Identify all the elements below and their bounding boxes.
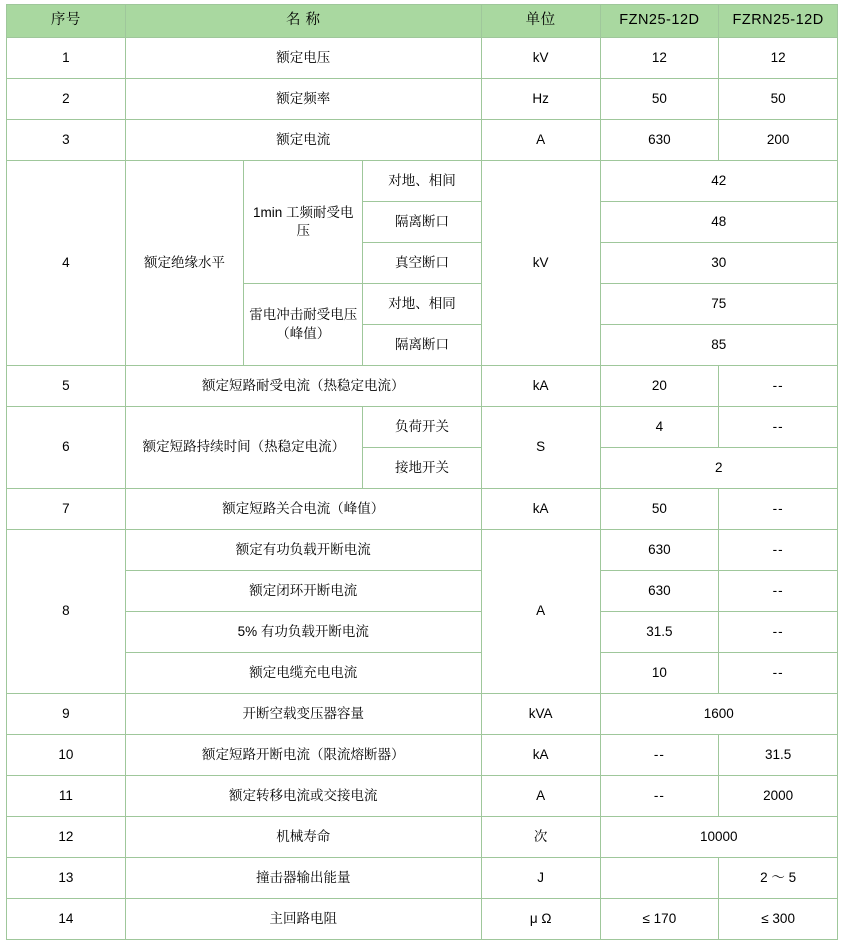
row-no: 1	[7, 38, 126, 79]
table-row-insulation-1	[7, 161, 838, 202]
row-unit: A	[481, 776, 600, 817]
row-no: 9	[7, 694, 126, 735]
row-no: 4	[7, 161, 126, 366]
row-name: 额定转移电流或交接电流	[125, 776, 481, 817]
table-row-breaking-4	[7, 653, 838, 694]
column-header-model-2: FZRN25-12D	[719, 5, 838, 38]
technical-parameters-table	[6, 4, 838, 940]
row-unit: kA	[481, 366, 600, 407]
row-name: 开断空载变压器容量	[125, 694, 481, 735]
row-name: 额定短路持续时间（热稳定电流）	[125, 407, 362, 489]
insulation-item: 隔离断口	[363, 202, 482, 243]
row-value-span: 10000	[600, 817, 837, 858]
table-row	[7, 817, 838, 858]
column-header-unit: 单位	[481, 5, 600, 38]
row-value-1: 10	[600, 653, 719, 694]
row-value-2: --	[719, 489, 838, 530]
row-no: 8	[7, 530, 126, 694]
row-value-1: 630	[600, 571, 719, 612]
row-unit: S	[481, 407, 600, 489]
table-body	[7, 38, 838, 940]
table-row-breaking-1	[7, 530, 838, 571]
insulation-value: 30	[600, 243, 837, 284]
table-row	[7, 735, 838, 776]
row-value-1: 31.5	[600, 612, 719, 653]
row-unit: 次	[481, 817, 600, 858]
row-value-1: 4	[600, 407, 719, 448]
row-value-2: 12	[719, 38, 838, 79]
row-value-span: 1600	[600, 694, 837, 735]
row-no: 3	[7, 120, 126, 161]
row-value-2: 2 ～ 5	[719, 858, 838, 899]
row-unit: kA	[481, 735, 600, 776]
row-value-2: --	[719, 571, 838, 612]
duration-item: 接地开关	[363, 448, 482, 489]
table-row	[7, 694, 838, 735]
row-value-1: 50	[600, 79, 719, 120]
lightning-impulse-withstand-label: 雷电冲击耐受电压（峰值）	[244, 284, 363, 366]
table-header-row	[7, 5, 838, 38]
row-value-2: 31.5	[719, 735, 838, 776]
row-unit: J	[481, 858, 600, 899]
row-name: 额定频率	[125, 79, 481, 120]
row-value-2: 2000	[719, 776, 838, 817]
row-value-1: --	[600, 776, 719, 817]
row-name: 额定电压	[125, 38, 481, 79]
row-unit: A	[481, 120, 600, 161]
insulation-item: 真空断口	[363, 243, 482, 284]
row-no: 13	[7, 858, 126, 899]
row-unit: kA	[481, 489, 600, 530]
row-no: 11	[7, 776, 126, 817]
table-row	[7, 899, 838, 940]
table-row	[7, 38, 838, 79]
row-unit: kV	[481, 161, 600, 366]
row-value-2: ≤ 300	[719, 899, 838, 940]
row-no: 12	[7, 817, 126, 858]
row-value-2: --	[719, 653, 838, 694]
row-value-2: --	[719, 407, 838, 448]
insulation-value: 85	[600, 325, 837, 366]
row-unit: Hz	[481, 79, 600, 120]
power-frequency-withstand-label: 1min 工频耐受电压	[244, 161, 363, 284]
row-name: 额定有功负载开断电流	[125, 530, 481, 571]
insulation-value: 42	[600, 161, 837, 202]
table-row-duration-1	[7, 407, 838, 448]
row-value-2: --	[719, 612, 838, 653]
row-no: 10	[7, 735, 126, 776]
row-no: 14	[7, 899, 126, 940]
row-value-1	[600, 858, 719, 899]
table-row-breaking-3	[7, 612, 838, 653]
table-row	[7, 776, 838, 817]
row-name: 额定电缆充电电流	[125, 653, 481, 694]
column-header-model-1: FZN25-12D	[600, 5, 719, 38]
row-name: 主回路电阻	[125, 899, 481, 940]
table-row-breaking-2	[7, 571, 838, 612]
row-value-1: --	[600, 735, 719, 776]
row-value-1: 50	[600, 489, 719, 530]
duration-value-span: 2	[600, 448, 837, 489]
row-unit: A	[481, 530, 600, 694]
insulation-value: 75	[600, 284, 837, 325]
column-header-name: 名 称	[125, 5, 481, 38]
column-header-no: 序号	[7, 5, 126, 38]
table-row	[7, 858, 838, 899]
table-row	[7, 79, 838, 120]
insulation-item: 对地、相同	[363, 284, 482, 325]
row-unit: μ Ω	[481, 899, 600, 940]
row-no: 6	[7, 407, 126, 489]
insulation-item: 对地、相间	[363, 161, 482, 202]
row-value-2: 200	[719, 120, 838, 161]
row-name: 5% 有功负载开断电流	[125, 612, 481, 653]
row-no: 7	[7, 489, 126, 530]
row-no: 5	[7, 366, 126, 407]
row-value-1: 20	[600, 366, 719, 407]
row-name: 机械寿命	[125, 817, 481, 858]
table-row	[7, 366, 838, 407]
table-header	[7, 5, 838, 38]
row-name: 撞击器输出能量	[125, 858, 481, 899]
row-value-2: --	[719, 366, 838, 407]
insulation-level-label: 额定绝缘水平	[125, 161, 244, 366]
row-value-1: 630	[600, 530, 719, 571]
row-name: 额定短路耐受电流（热稳定电流）	[125, 366, 481, 407]
insulation-value: 48	[600, 202, 837, 243]
insulation-item: 隔离断口	[363, 325, 482, 366]
row-value-2: 50	[719, 79, 838, 120]
row-value-1: ≤ 170	[600, 899, 719, 940]
row-name: 额定短路开断电流（限流熔断器）	[125, 735, 481, 776]
row-name: 额定闭环开断电流	[125, 571, 481, 612]
row-value-1: 630	[600, 120, 719, 161]
row-name: 额定电流	[125, 120, 481, 161]
row-no: 2	[7, 79, 126, 120]
duration-item: 负荷开关	[363, 407, 482, 448]
table-row	[7, 120, 838, 161]
spec-table-page	[0, 4, 844, 926]
row-value-2: --	[719, 530, 838, 571]
table-row	[7, 489, 838, 530]
row-name: 额定短路关合电流（峰值）	[125, 489, 481, 530]
row-unit: kV	[481, 38, 600, 79]
row-value-1: 12	[600, 38, 719, 79]
row-unit: kVA	[481, 694, 600, 735]
